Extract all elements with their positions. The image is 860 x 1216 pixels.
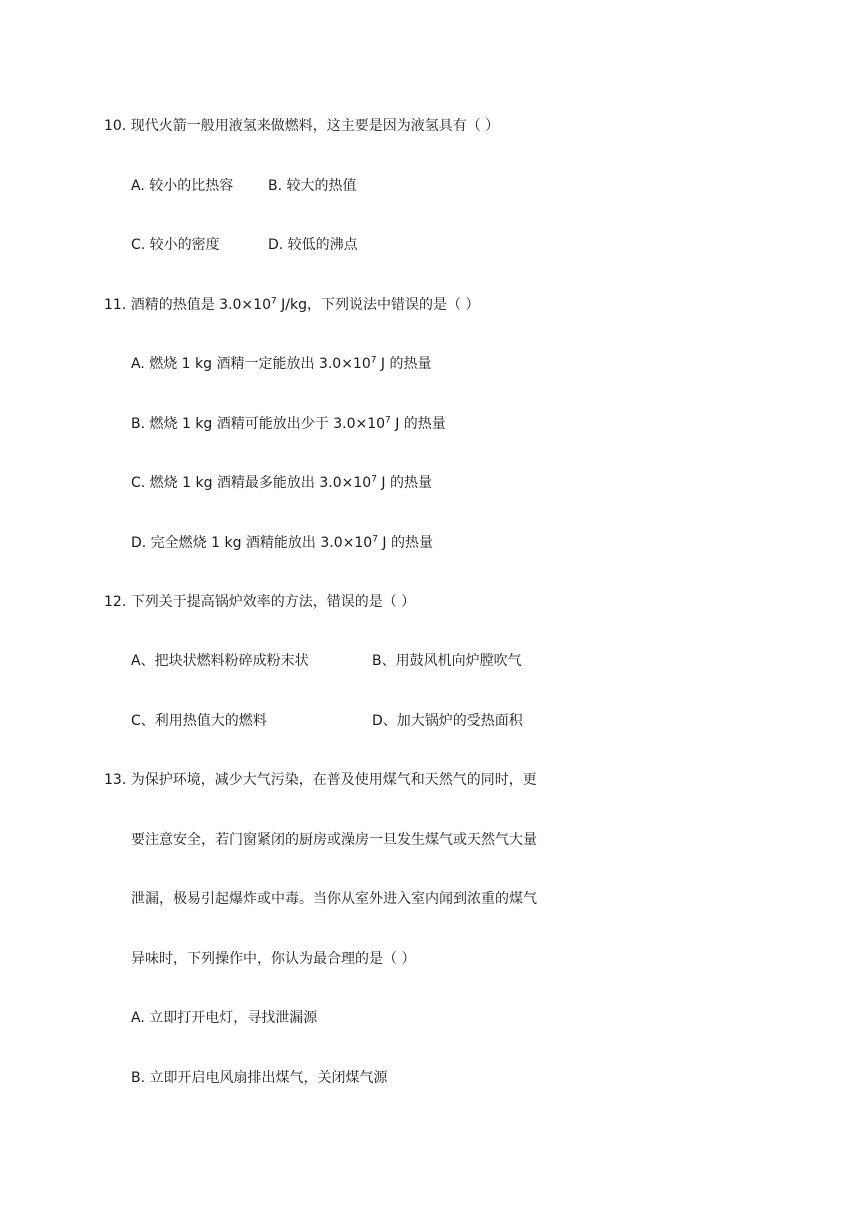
question-13-stem-line-2: 要注意安全，若门窗紧闭的厨房或澡房一旦发生煤气或天然气大量: [131, 832, 537, 848]
question-10-option-b: B. 较大的热值: [268, 178, 357, 194]
question-10-option-c: C. 较小的密度: [131, 237, 220, 253]
question-11-option-d: [131, 533, 433, 553]
option-a-exponent: 7: [370, 355, 377, 366]
question-11-stem-text: 11. 酒精的热值是 3.0×10: [104, 297, 271, 313]
option-c-exponent: 7: [371, 474, 377, 485]
option-d-exponent: 7: [372, 534, 378, 545]
question-11-exponent: 7: [270, 296, 277, 307]
question-11-option-b: [131, 414, 446, 434]
question-13-option-a: A. 立即打开电灯，寻找泄漏源: [131, 1010, 318, 1026]
question-12-option-b: B、用鼓风机向炉膛吹气: [372, 653, 522, 669]
option-d-text: D. 完全燃烧 1 kg 酒精能放出 3.0×10: [131, 535, 373, 551]
question-13-option-b: B. 立即开启电风扇排出煤气，关闭煤气源: [131, 1070, 388, 1086]
option-a-text: A. 燃烧 1 kg 酒精一定能放出 3.0×10: [131, 356, 371, 372]
question-11-option-a: [131, 354, 432, 374]
question-12-option-c: C、利用热值大的燃料: [131, 713, 267, 729]
question-13-stem-line-3: 泄漏，极易引起爆炸或中毒。当你从室外进入室内闻到浓重的煤气: [131, 891, 537, 907]
option-c-text-end: J 的热量: [376, 475, 432, 491]
question-10-option-d: D. 较低的沸点: [268, 237, 358, 253]
question-11-stem: [104, 295, 479, 315]
question-13-stem-line-4: 异味时，下列操作中，你认为最合理的是（ ）: [131, 951, 416, 967]
option-a-text-end: J 的热量: [376, 356, 432, 372]
question-11-option-c: [131, 473, 432, 493]
option-b-text-end: J 的热量: [390, 416, 446, 432]
question-10-option-a: A. 较小的比热容: [131, 178, 234, 194]
option-b-text: B. 燃烧 1 kg 酒精可能放出少于 3.0×10: [131, 416, 386, 432]
option-c-text: C. 燃烧 1 kg 酒精最多能放出 3.0×10: [131, 475, 372, 491]
option-d-text-end: J 的热量: [377, 535, 433, 551]
question-12-stem: 12. 下列关于提高锅炉效率的方法，错误的是（ ）: [104, 594, 416, 610]
question-11-stem-text-end: J/kg，下列说法中错误的是（ ）: [276, 297, 480, 313]
question-12-option-a: A、把块状燃料粉碎成粉末状: [131, 653, 309, 669]
question-13-stem-line-1: 13. 为保护环境，减少大气污染，在普及使用煤气和天然气的同时，更: [104, 772, 537, 788]
question-10-stem: 10. 现代火箭一般用液氢来做燃料，这主要是因为液氢具有（ ）: [104, 118, 500, 134]
question-12-option-d: D、加大锅炉的受热面积: [372, 713, 523, 729]
option-b-exponent: 7: [385, 415, 391, 426]
